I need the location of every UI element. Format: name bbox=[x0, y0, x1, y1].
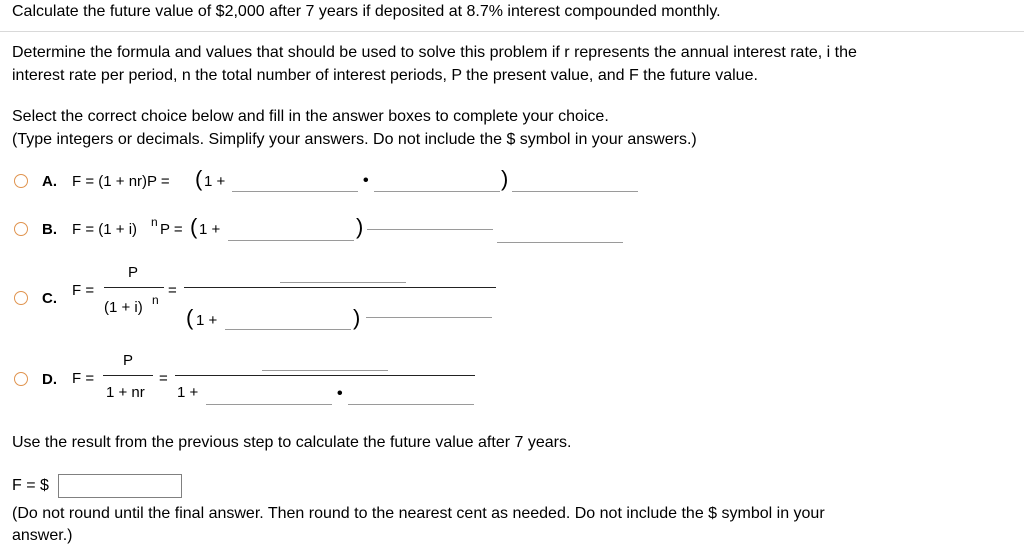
choice-c-exponent: n bbox=[152, 293, 159, 307]
choice-b-paren-open: ( bbox=[190, 214, 198, 239]
header-divider bbox=[0, 31, 1024, 32]
rounding-note-line-1: (Do not round until the final answer. Then round to the nearest cent as needed. Do not include the $ symbol in your bbox=[12, 505, 825, 522]
choice-d-letter: D. bbox=[42, 371, 57, 388]
choice-d-rate-input[interactable] bbox=[206, 404, 332, 405]
choice-a-radio[interactable] bbox=[14, 174, 28, 188]
choice-a-rate-input[interactable] bbox=[232, 191, 358, 192]
choice-c-exponent-input[interactable] bbox=[366, 317, 492, 318]
choice-a-formula: F = (1 + nr)P = bbox=[72, 173, 170, 190]
choice-b-letter: B. bbox=[42, 221, 57, 238]
format-note: (Type integers or decimals. Simplify your answers. Do not include the $ symbol in your answers.) bbox=[12, 131, 697, 148]
choice-c-letter: C. bbox=[42, 290, 57, 307]
choice-c-numerator-input[interactable] bbox=[280, 282, 406, 283]
choice-c-numerator: P bbox=[128, 264, 139, 281]
choice-c-one-plus: 1 + bbox=[196, 312, 218, 329]
choice-a-principal-input[interactable] bbox=[512, 191, 638, 192]
step2-instruction: Use the result from the previous step to calculate the future value after 7 years. bbox=[12, 434, 572, 451]
choice-c-result-bar bbox=[184, 287, 496, 288]
choice-d-equals: = bbox=[159, 370, 168, 387]
choice-a-dot: • bbox=[363, 172, 369, 189]
choice-a-letter: A. bbox=[42, 173, 57, 190]
select-instruction: Select the correct choice below and fill in the answer boxes to complete your choice. bbox=[12, 108, 609, 125]
choice-c-denominator: (1 + i) bbox=[104, 299, 143, 316]
future-value-label: F = $ bbox=[12, 477, 49, 494]
choice-b-radio[interactable] bbox=[14, 222, 28, 236]
choice-c-radio[interactable] bbox=[14, 291, 28, 305]
choice-b-formula-tail: P = bbox=[160, 221, 183, 238]
choice-b-rate-input[interactable] bbox=[228, 240, 354, 241]
choice-d-f-equals: F = bbox=[72, 370, 95, 387]
choice-d-fraction-bar bbox=[103, 375, 153, 376]
future-value-input[interactable] bbox=[58, 474, 182, 498]
choice-d-numerator-input[interactable] bbox=[262, 370, 388, 371]
choice-b-paren-close: ) bbox=[356, 214, 364, 239]
choice-b-principal-input[interactable] bbox=[497, 242, 623, 243]
instruction-line-2: interest rate per period, n the total number of interest periods, P the present value, and F the future value. bbox=[12, 67, 758, 84]
choice-d-result-bar bbox=[175, 375, 475, 376]
choice-c-paren-close: ) bbox=[353, 305, 361, 330]
choice-d-denominator: 1 + nr bbox=[106, 384, 145, 401]
choice-a-periods-input[interactable] bbox=[374, 191, 500, 192]
rounding-note-line-2: answer.) bbox=[12, 527, 73, 544]
choice-d-periods-input[interactable] bbox=[348, 404, 474, 405]
choice-b-exponent-input[interactable] bbox=[367, 229, 493, 230]
choice-c-equals: = bbox=[168, 282, 177, 299]
choice-d-radio[interactable] bbox=[14, 372, 28, 386]
choice-d-dot: • bbox=[337, 385, 343, 402]
choice-c-paren-open: ( bbox=[186, 305, 194, 330]
choice-d-one-plus: 1 + bbox=[177, 384, 199, 401]
choice-c-fraction-bar bbox=[104, 287, 164, 288]
choice-b-exponent: n bbox=[151, 215, 158, 229]
choice-c-rate-input[interactable] bbox=[225, 329, 351, 330]
question-prompt: Calculate the future value of $2,000 after 7 years if deposited at 8.7% interest compounded monthly. bbox=[12, 3, 721, 20]
choice-b-one-plus: 1 + bbox=[199, 221, 221, 238]
choice-d-numerator: P bbox=[123, 352, 134, 369]
choice-a-one-plus: 1 + bbox=[204, 173, 226, 190]
choice-a-paren-open: ( bbox=[195, 166, 203, 191]
choice-c-f-equals: F = bbox=[72, 282, 95, 299]
choice-a-paren-close: ) bbox=[501, 166, 509, 191]
instruction-line-1: Determine the formula and values that should be used to solve this problem if r represents the annual interest rate, i the bbox=[12, 44, 857, 61]
choice-b-formula-base: F = (1 + i) bbox=[72, 221, 138, 238]
